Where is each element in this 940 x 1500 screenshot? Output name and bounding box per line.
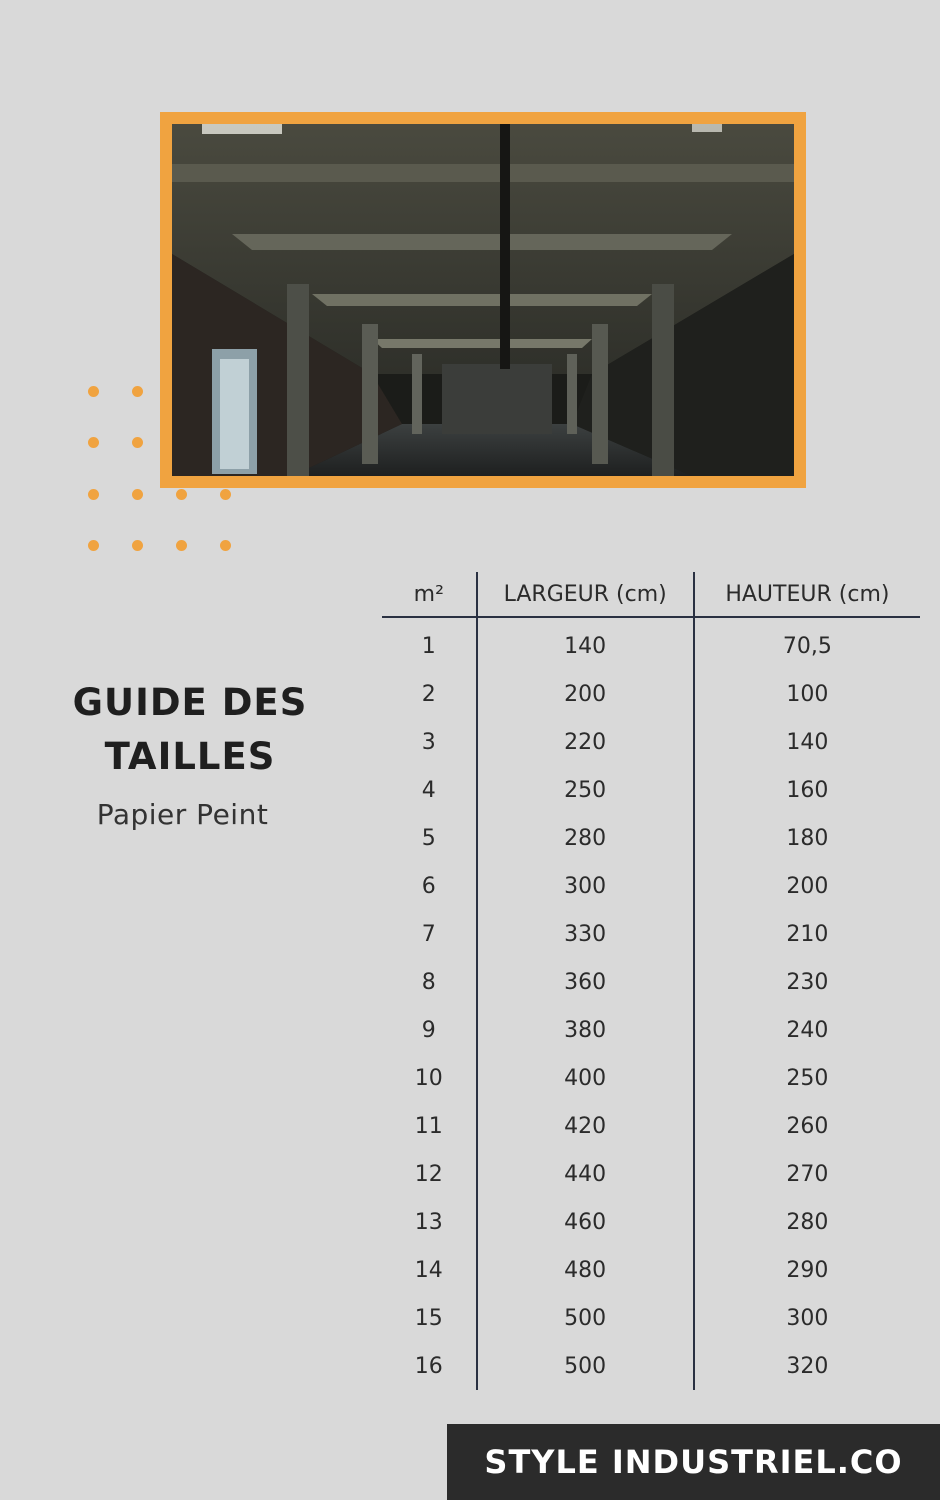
cell-width: 440 [477, 1150, 694, 1198]
cell-width: 460 [477, 1198, 694, 1246]
cell-area: 13 [382, 1198, 477, 1246]
table-row [382, 1006, 920, 1054]
decor-dot [132, 386, 143, 397]
cell-area: 8 [382, 958, 477, 1006]
cell-height: 300 [786, 1305, 829, 1331]
table-row [382, 910, 920, 958]
size-table [382, 572, 920, 1390]
cell-width: 500 [477, 1294, 694, 1342]
decor-dot [220, 540, 231, 551]
cell-area: 12 [382, 1150, 477, 1198]
table-row [382, 1198, 920, 1246]
cell-width: 330 [477, 910, 694, 958]
cell-height: 280 [786, 1209, 829, 1235]
table-row [382, 814, 920, 862]
cell-height: 250 [786, 1065, 829, 1091]
cell-width: 500 [477, 1342, 694, 1390]
cell-width: 400 [477, 1054, 694, 1102]
decor-dot [132, 437, 143, 448]
table-row [382, 958, 920, 1006]
column-header-width: LARGEUR (cm) [477, 572, 694, 617]
table-row [382, 1246, 920, 1294]
decor-dot [220, 489, 231, 500]
brand-bar [447, 1424, 940, 1500]
cell-height: 230 [786, 969, 829, 995]
cell-height: 290 [786, 1257, 829, 1283]
cell-area: 1 [382, 617, 477, 670]
decor-dot [132, 489, 143, 500]
column-header-height: HAUTEUR (cm) [694, 572, 920, 617]
cell-area: 2 [382, 670, 477, 718]
cell-area: 9 [382, 1006, 477, 1054]
column-header-area: m² [382, 572, 477, 617]
cell-height: 160 [786, 777, 829, 803]
decor-dot [176, 489, 187, 500]
brand-label: STYLE INDUSTRIEL.CO [484, 1443, 903, 1481]
cell-area: 4 [382, 766, 477, 814]
table-header-row [382, 572, 920, 617]
table-row [382, 766, 920, 814]
cell-height: 320 [786, 1353, 829, 1379]
warehouse-photo [172, 124, 794, 476]
cell-width: 250 [477, 766, 694, 814]
cell-height: 70,5 [782, 633, 832, 659]
cell-width: 480 [477, 1246, 694, 1294]
warehouse-photo-illustration [172, 124, 794, 476]
cell-area: 7 [382, 910, 477, 958]
page-title-line1: GUIDE DES [72, 681, 308, 724]
cell-height: 210 [786, 921, 829, 947]
cell-height: 260 [786, 1113, 829, 1139]
decor-dot [88, 540, 99, 551]
cell-width: 380 [477, 1006, 694, 1054]
cell-area: 10 [382, 1054, 477, 1102]
cell-height: 200 [786, 873, 829, 899]
cell-width: 200 [477, 670, 694, 718]
decor-dot [176, 540, 187, 551]
page-title-line2: TAILLES [104, 735, 276, 778]
cell-area: 5 [382, 814, 477, 862]
decor-dot [88, 489, 99, 500]
cell-area: 14 [382, 1246, 477, 1294]
decor-dot [88, 386, 99, 397]
cell-width: 300 [477, 862, 694, 910]
cell-area: 15 [382, 1294, 477, 1342]
cell-width: 140 [477, 617, 694, 670]
decorative-dots [86, 382, 246, 562]
table-row [382, 1294, 920, 1342]
cell-area: 16 [382, 1342, 477, 1390]
table-row [382, 1054, 920, 1102]
photo-frame [160, 112, 806, 488]
cell-height: 100 [786, 681, 829, 707]
table-row [382, 670, 920, 718]
cell-area: 11 [382, 1102, 477, 1150]
cell-height: 140 [786, 729, 829, 755]
table-row [382, 1102, 920, 1150]
decor-dot [88, 437, 99, 448]
decor-dot [132, 540, 143, 551]
page-title [20, 676, 360, 784]
cell-width: 220 [477, 718, 694, 766]
cell-area: 6 [382, 862, 477, 910]
cell-height: 270 [786, 1161, 829, 1187]
table-row [382, 617, 920, 670]
cell-width: 360 [477, 958, 694, 1006]
cell-area: 3 [382, 718, 477, 766]
cell-width: 420 [477, 1102, 694, 1150]
table-row [382, 862, 920, 910]
table-row [382, 718, 920, 766]
cell-height: 240 [786, 1017, 829, 1043]
cell-height: 180 [786, 825, 829, 851]
table-row [382, 1150, 920, 1198]
table-row [382, 1342, 920, 1390]
cell-width: 280 [477, 814, 694, 862]
page-subtitle: Papier Peint [96, 798, 269, 831]
